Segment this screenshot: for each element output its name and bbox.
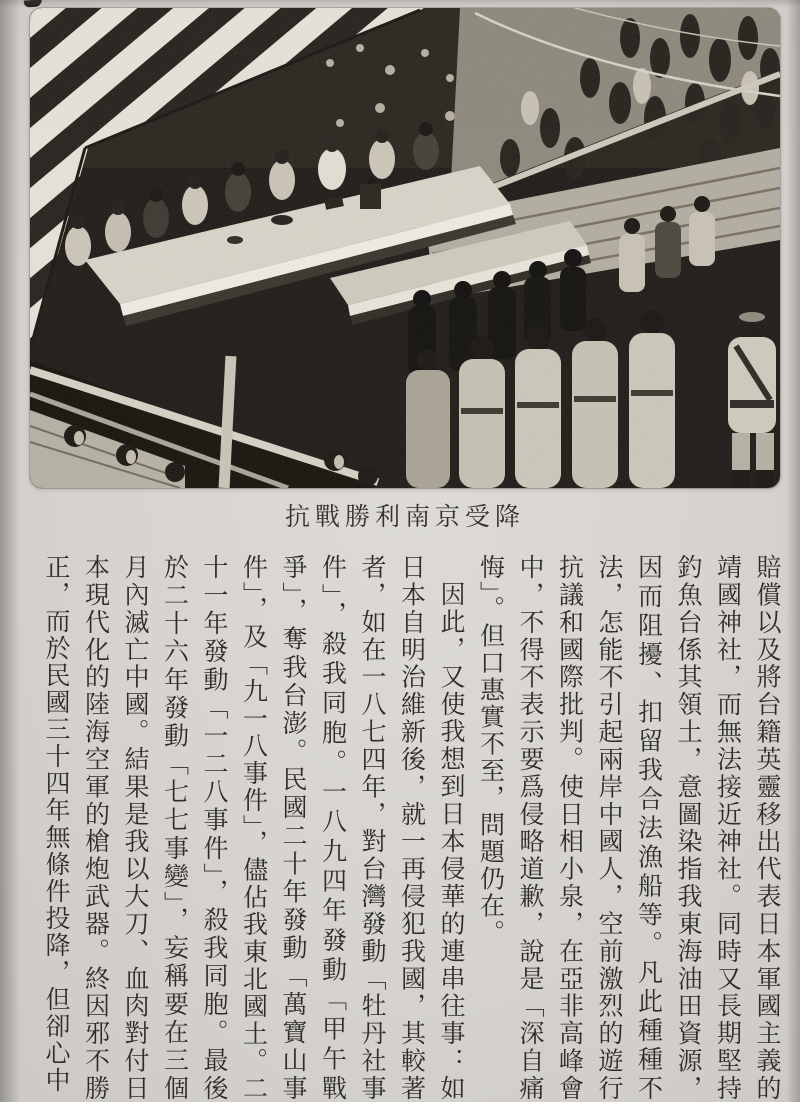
article-text [30,554,786,1102]
grain-overlay [30,8,780,488]
nanjing-surrender-photo [30,8,780,488]
scan-corner-mark [24,0,42,8]
photo-frame [30,8,780,531]
scan-edge-right [786,0,800,1102]
scan-edge-left [0,0,20,1102]
scan-edge-top [0,0,800,8]
photo-caption: 抗戰勝利南京受降 [284,503,525,531]
paragraph-2: 因此，又使我想到日本侵華的連串往事：如日本自明治維新後，就一再侵犯我國，其較著者，如在一八七四年，對台灣發動「牡丹社事件」，殺我同胞。一八九四年發動「甲午戰爭」，奪我台澎。民國二十年發動「萬寶山事件」，及「九一八事件」，儘佔我東北國土。二十一年發動「一二八事件」，殺我同胞。最後於二十六年發動「七七事變」，妄稱要在三個月內滅亡中國。結果是我以大刀、血肉對付日本現代化的陸海空軍的槍炮武器。終因邪不勝正，而於民國三十四年無條件投降，但卻心中 [42,554,464,1102]
paragraph-1: 賠償以及將台籍英靈移出代表日本軍國主義的靖國神社，而無法接近神社。同時又長期堅持釣魚台係其領土，意圖染指我東海油田資源，因而阻擾、扣留我合法漁船等。凡此種種不法，怎能不引起兩岸中國人，空前激烈的遊行抗議和國際批判。使日相小泉，在亞非高峰會中，不得不表示要爲侵略道歉，說是「深自痛悔」。但口惠實不至，問題仍在。 [476,554,780,1102]
